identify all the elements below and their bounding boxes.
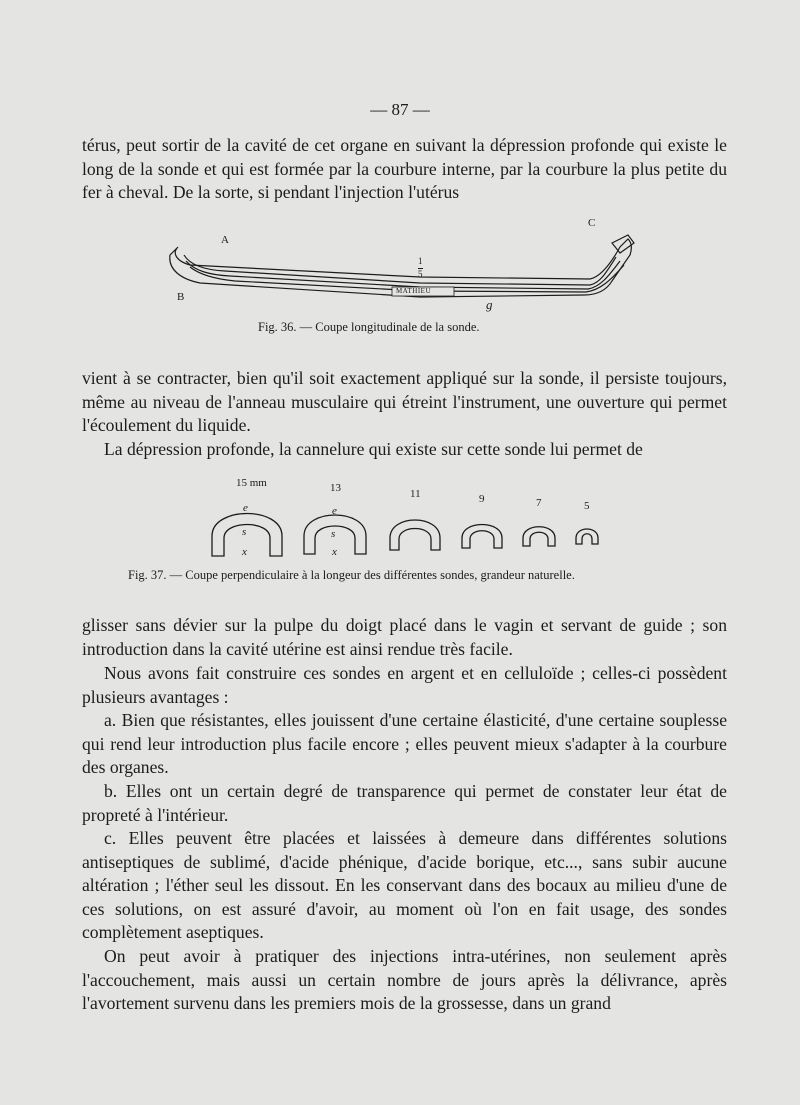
section-9mm	[462, 525, 502, 549]
fig37-label-e2: e	[332, 505, 337, 517]
fig36-label-c: C	[588, 217, 596, 229]
fig37-size-15: 15 mm	[236, 477, 267, 489]
paragraph-8-c: c. Elles peuvent être placées et laissées à demeure dans différentes solutions antiseptiques de sublimé, d'acide phénique, d'acide borique, etc..., sans subir aucune altération ; l'éther seul les dissout. En les conservant dans des bocaux au milieu d'une de ces solutions, on est assuré d'avoir, au moment où l'on en fait usage, des sondes complètement aseptiques.	[82, 828, 727, 943]
section-11mm	[390, 520, 440, 550]
fig36-fraction-den: 5	[418, 269, 423, 279]
page-number: — 87 —	[370, 100, 430, 119]
fig37-label-x1: x	[242, 546, 247, 558]
paragraph-1: térus, peut sortir de la cavité de cet organe en suivant la dépression profonde qui existe le long de la sonde et qui est formée par la courbure interne, par la courbure la plus petite du fer à cheval. De la sorte, si pendant l'injection l'utérus	[82, 135, 727, 203]
section-15mm	[212, 514, 282, 557]
fig37-size-11: 11	[410, 488, 421, 500]
fig37-size-13: 13	[330, 482, 341, 494]
fig36-label-a: A	[221, 234, 229, 246]
figure-37-caption: Fig. 37. — Coupe perpendiculaire à la longeur des différentes sondes, grandeur naturelle.	[128, 568, 575, 582]
section-5mm	[576, 529, 598, 544]
fig36-fraction-num: 1	[418, 256, 423, 266]
paragraph-9: On peut avoir à pratiquer des injections intra-utérines, non seulement après l'accouchement, mais aussi un certain nombre de jours après la délivrance, après l'avortement survenu dans les premiers mois de la grossesse, dans un grand	[82, 946, 727, 1014]
paragraph-2: vient à se contracter, bien qu'il soit exactement appliqué sur la sonde, il persiste toujours, même au niveau de l'anneau musculaire qui étreint l'instrument, une ouverture qui permet l'écoulement du liquide.	[82, 368, 727, 436]
fig37-size-7: 7	[536, 497, 542, 509]
sonde-line-1	[184, 255, 616, 285]
fig37-size-5: 5	[584, 500, 590, 512]
figure-36-sonde-drawing	[0, 225, 800, 335]
paragraph-5: Nous avons fait construire ces sondes en argent et en celluloïde ; celles-ci possèdent plusieurs avantages :	[82, 663, 727, 707]
paragraph-3: La dépression profonde, la cannelure qui existe sur cette sonde lui permet de	[104, 439, 643, 459]
fig37-label-s1: s	[242, 526, 247, 538]
fig37-label-e1: e	[243, 502, 248, 514]
fig36-label-g: g	[486, 297, 493, 312]
paragraph-7-b: b. Elles ont un certain degré de transparence qui permet de constater leur état de propreté à l'intérieur.	[82, 781, 727, 825]
paragraph-4: glisser sans dévier sur la pulpe du doigt placé dans le vagin et servant de guide ; son introduction dans la cavité utérine est ainsi rendue très facile.	[82, 615, 727, 659]
fig36-maker-label: MATHIEU	[396, 287, 431, 295]
fig37-label-s2: s	[331, 528, 336, 540]
figure-36-caption: Fig. 36. — Coupe longitudinale de la sonde.	[258, 320, 480, 334]
paragraph-6-a: a. Bien que résistantes, elles jouissent d'une certaine élasticité, d'une certaine souplesse qui rend leur introduction plus facile encore ; elles peuvent mieux s'adapter à la courbure des organes.	[82, 710, 727, 778]
section-7mm	[523, 527, 555, 546]
fig36-label-b: B	[177, 291, 185, 303]
fig37-label-x2: x	[332, 546, 337, 558]
fig37-size-9: 9	[479, 493, 485, 505]
figure-37-cross-sections	[0, 478, 800, 568]
